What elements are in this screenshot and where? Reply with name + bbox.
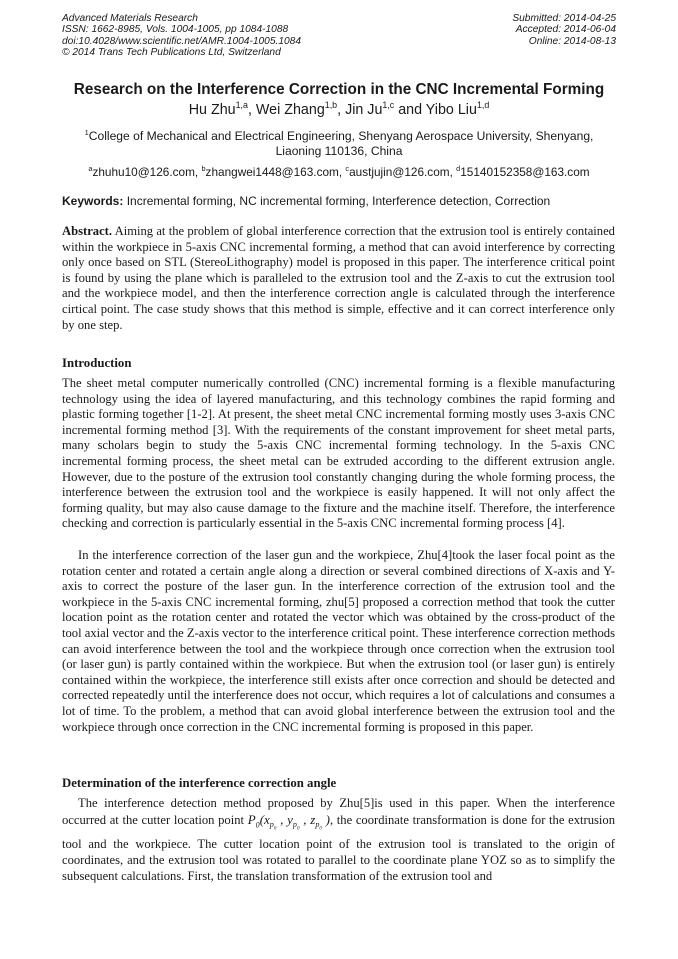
email-address: zhuhu10@126.com, <box>92 165 202 179</box>
author-affil-mark: 1,d <box>476 100 490 111</box>
doi-line: doi:10.4028/www.scientific.net/AMR.1004-1005.1084 <box>62 35 301 47</box>
introduction-paragraph-2: In the interference correction of the laser gun and the workpiece, Zhu[4]took the laser focal point as the rotation center and rotated a certain angle along a direction or several combined directions of X-axis and Y-axis to correct the posture of the laser gun. In the interference correction of the extrusion tool and the workpiece in the 5-axis CNC incremental forming, zhu[5] proposed a correction method that took the cutter location point as the rotation center and rotated the vector which was obtained by the cross-product of the tool axial vector and the Z-axis vector to the interference critical point. These interference correction methods can avoid interference between the tool and the workpiece through once correction when the extrusion tool (or laser gun) is partly contained within the workpiece. But when the extrusion tool (or laser gun) is entirely contained within the workpiece, the interference still exists after once correction and should be detected and corrected repeatedly until the interference does not occur, which requires a lot of calculations and consumes a lot of time. To the problem, a method that can avoid global interference between the extrusion tool and the workpiece through once correction in the CNC incremental forming is proposed in this paper. <box>62 548 615 734</box>
email-mark: b <box>201 164 206 174</box>
paragraph-text-before-formula: The interference detection method proposed by Zhu[5]is used in this paper. When the interference occurred at the cutter location point <box>62 796 615 827</box>
submitted-date: Submitted: 2014-04-25 <box>512 13 616 24</box>
affiliation-mark: 1 <box>84 127 89 137</box>
keywords-label: Keywords: <box>62 194 124 208</box>
formula-rendered: $P_0(x_{p_0}$ , $y_{p_0}$ , $z_{p_0}$ ) <box>247 811 330 832</box>
email-address: 15140152358@163.com <box>460 165 590 179</box>
author-affil-mark: 1,c <box>382 100 395 111</box>
abstract <box>62 224 615 333</box>
email-mark: a <box>88 164 93 174</box>
determination-paragraph-1 <box>62 796 615 884</box>
section-heading-introduction: Introduction <box>62 356 132 370</box>
online-date: Online: 2014-08-13 <box>528 35 616 47</box>
author-separator: , <box>337 102 346 118</box>
author-affil-mark: 1,a <box>235 100 248 111</box>
keywords-text: Incremental forming, NC incremental forming, Interference detection, Correction <box>126 194 551 208</box>
email-list <box>40 165 638 180</box>
author-list <box>40 101 638 119</box>
paper-title: Research on the Interference Correction in the CNC Incremental Forming <box>73 81 605 98</box>
abstract-text: Aiming at the problem of global interference correction that the extrusion tool is entirely contained within the workpiece in 5-axis CNC incremental forming, a method that can avoid interference by correcting only once based on STL (StereoLithography) model is proposed in this paper. The interference critical point is found by using the plane which is paralleled to the extrusion tool and the Z-axis to cut the extrusion tool and the workpiece model, and then the interference correction angle is calculated through the interference cirtical point. The case study shows that this method is simple, effective and it can correct interference only by one step. <box>62 224 615 332</box>
author-separator: , <box>247 102 256 118</box>
introduction-paragraph-1: The sheet metal computer numerically controlled (CNC) incremental forming is a flexible manufacturing technology using the idea of layered manufacturing, and this technology combines the rapid forming and plastic forming together [1-2]. At present, the sheet metal CNC incremental forming mostly uses 3-axis CNC incremental forming method [3]. With the requirements of the constant improvement for sheet metal parts, many scholars begin to study the 5-axis CNC incremental forming technology. In the 5-axis CNC incremental forming process, the sheet metal can be extruded according to the different extrusion angle. However, due to the posture of the extrusion tool constantly changing during the whole forming process, the interference between the extrusion tool and the workpiece is easily happened. It will not only affect the forming quality, but may also cause damage to the fixture and the machine itself. Therefore, the interference checking and correction is particularly essential in the 5-axis CNC incremental forming process [4]. <box>62 376 615 531</box>
cutter-location-formula <box>247 811 330 832</box>
journal-info <box>62 13 301 59</box>
dates-info <box>512 13 616 47</box>
paragraph-text-after-formula: , the coordinate transformation is done for the extrusion tool and the workpiece. The cutter location point of the extrusion tool is translated to the origin of coordinates, and the extrusion tool was rotated to parallel to the coordinate plane YOZ so as to simplify the subsequent calculations. First, the translation transformation of the extrusion tool and <box>62 812 615 883</box>
abstract-label: Abstract. <box>62 224 113 238</box>
email-mark: c <box>345 164 350 174</box>
author-name: Jin Ju <box>345 102 383 118</box>
author-name: Wei Zhang <box>255 102 325 118</box>
issn-line: ISSN: 1662-8985, Vols. 1004-1005, pp 1084-1088 <box>62 24 289 36</box>
author-name: Hu Zhu <box>188 102 236 118</box>
email-address: zhangwei1448@163.com, <box>205 165 346 179</box>
copyright-line: © 2014 Trans Tech Publications Ltd, Switzerland <box>62 47 281 59</box>
accepted-date: Accepted: 2014-06-04 <box>515 24 616 36</box>
author-affil-mark: 1,b <box>324 100 338 111</box>
author-name: Yibo Liu <box>425 102 477 118</box>
email-address: austjujin@126.com, <box>349 165 457 179</box>
section-heading-determination: Determination of the interference correction angle <box>62 776 337 790</box>
email-mark: d <box>456 164 461 174</box>
keywords <box>62 194 618 209</box>
author-separator: and <box>394 102 426 118</box>
affiliation-text: College of Mechanical and Electrical Engineering, Shenyang Aerospace University, Shenyang, Liaoning 110136, China <box>88 129 594 159</box>
journal-name: Advanced Materials Research <box>62 13 198 24</box>
affiliation <box>70 129 608 159</box>
